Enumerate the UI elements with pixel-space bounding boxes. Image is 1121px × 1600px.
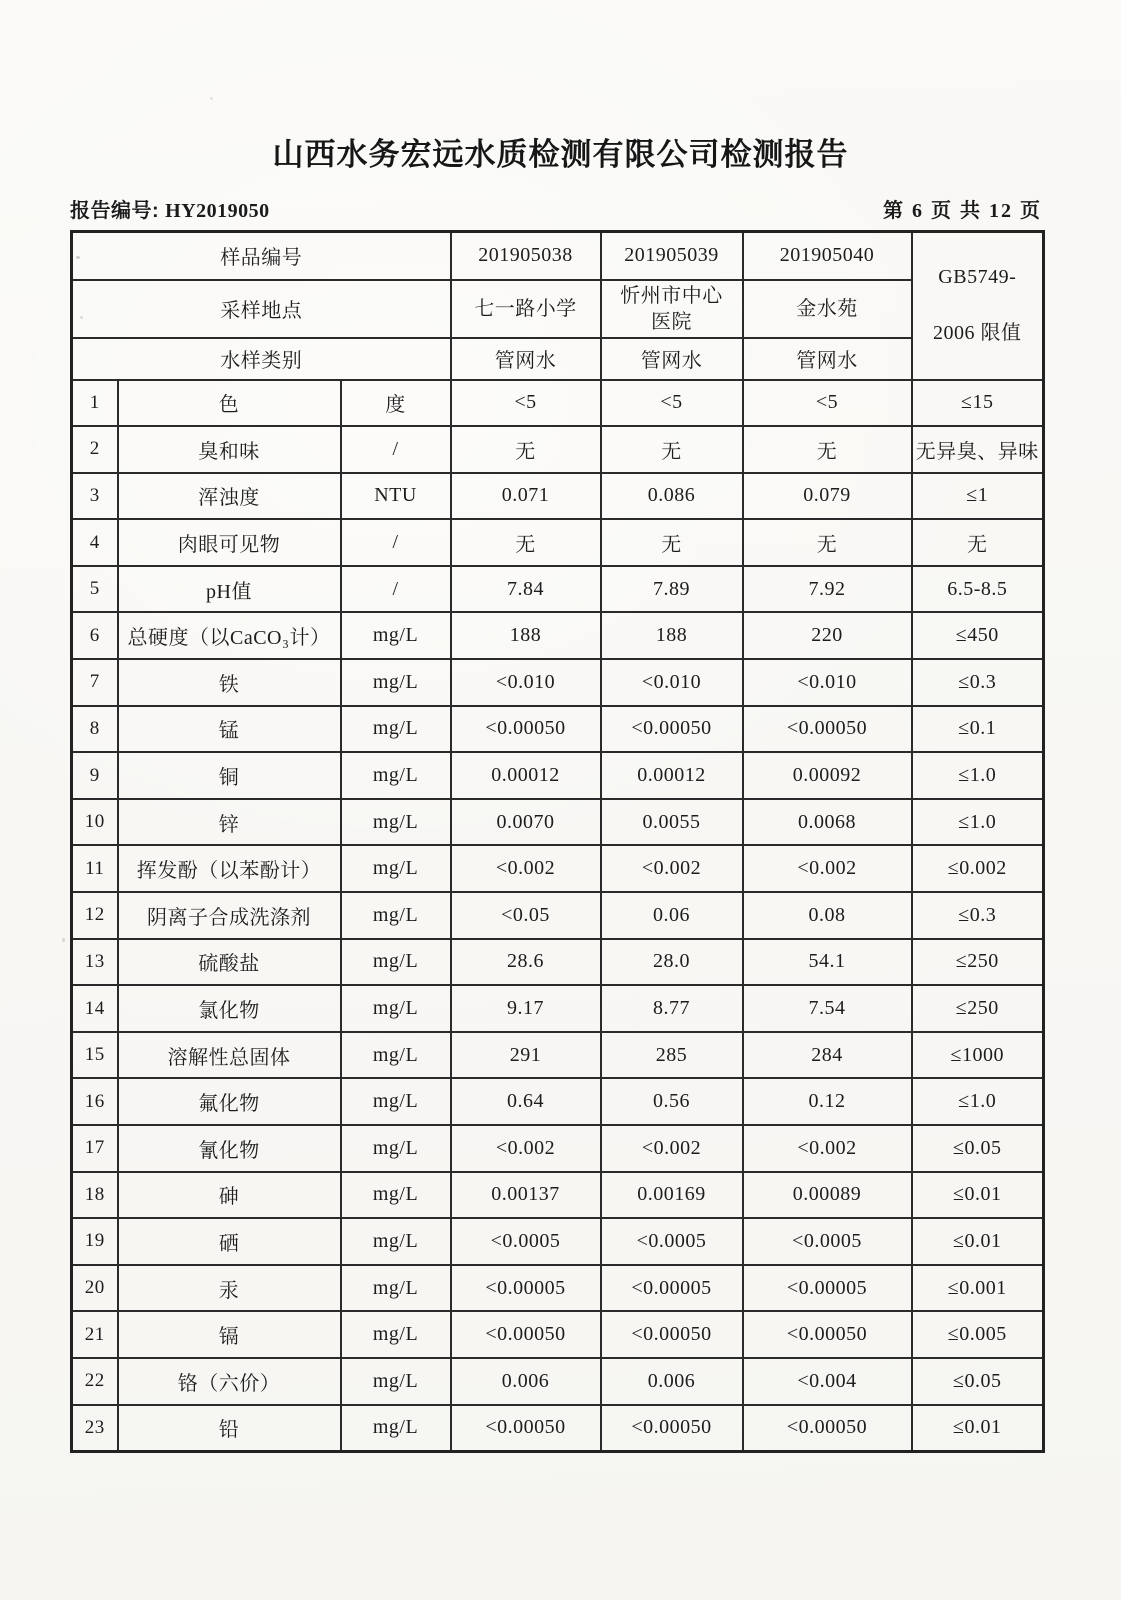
table-row bbox=[72, 1218, 1044, 1265]
page-indicator: 第 6 页 共 12 页 bbox=[883, 200, 1042, 222]
limit-cell: ≤0.3 bbox=[912, 659, 1044, 706]
limit-cell: ≤15 bbox=[912, 380, 1044, 427]
unit-cell: mg/L bbox=[341, 1125, 451, 1172]
value-cell: 无 bbox=[743, 426, 912, 473]
value-cell: 0.0068 bbox=[743, 799, 912, 846]
limit-cell: ≤1000 bbox=[912, 1032, 1044, 1079]
unit-cell: mg/L bbox=[341, 985, 451, 1032]
value-cell: <0.00050 bbox=[601, 1405, 743, 1452]
table-row bbox=[72, 380, 1044, 427]
limit-cell: ≤1.0 bbox=[912, 799, 1044, 846]
unit-cell: mg/L bbox=[341, 1078, 451, 1125]
value-cell: <0.00005 bbox=[451, 1265, 601, 1312]
unit-cell: mg/L bbox=[341, 1311, 451, 1358]
limit-cell: ≤250 bbox=[912, 985, 1044, 1032]
value-cell: <0.0005 bbox=[601, 1218, 743, 1265]
analyte-name-cell: 色 bbox=[118, 380, 341, 427]
row-number-cell: 11 bbox=[72, 845, 118, 892]
row-number-cell: 16 bbox=[72, 1078, 118, 1125]
value-cell: 无 bbox=[743, 519, 912, 566]
limit-cell: ≤0.05 bbox=[912, 1125, 1044, 1172]
unit-cell: / bbox=[341, 566, 451, 613]
row-number-cell: 2 bbox=[72, 426, 118, 473]
value-cell: <0.00005 bbox=[601, 1265, 743, 1312]
row-number-cell: 21 bbox=[72, 1311, 118, 1358]
analyte-name-cell: 溶解性总固体 bbox=[118, 1032, 341, 1079]
limit-cell: ≤0.3 bbox=[912, 892, 1044, 939]
table-row bbox=[72, 1032, 1044, 1079]
analyte-name-cell: 氯化物 bbox=[118, 985, 341, 1032]
row-number-cell: 18 bbox=[72, 1172, 118, 1219]
table-row bbox=[72, 566, 1044, 613]
value-cell: <0.002 bbox=[743, 1125, 912, 1172]
analyte-name-cell: 铅 bbox=[118, 1405, 341, 1452]
analyte-name-cell: 镉 bbox=[118, 1311, 341, 1358]
unit-cell: mg/L bbox=[341, 1172, 451, 1219]
row-number-cell: 20 bbox=[72, 1265, 118, 1312]
report-number bbox=[70, 194, 270, 223]
value-cell: <0.0005 bbox=[451, 1218, 601, 1265]
analyte-name-cell: 氰化物 bbox=[118, 1125, 341, 1172]
value-cell: 0.08 bbox=[743, 892, 912, 939]
row-number-cell: 22 bbox=[72, 1358, 118, 1405]
value-cell: <0.010 bbox=[601, 659, 743, 706]
value-cell: 8.77 bbox=[601, 985, 743, 1032]
value-cell: 285 bbox=[601, 1032, 743, 1079]
report-meta-row bbox=[70, 194, 1042, 223]
row-number-cell: 19 bbox=[72, 1218, 118, 1265]
value-cell: 7.89 bbox=[601, 566, 743, 613]
value-cell: 0.00012 bbox=[601, 752, 743, 799]
analyte-name-cell: 氟化物 bbox=[118, 1078, 341, 1125]
analyte-name-cell: 锌 bbox=[118, 799, 341, 846]
sample-number-label: 样品编号 bbox=[72, 232, 451, 280]
value-cell: <0.05 bbox=[451, 892, 601, 939]
analyte-name-cell: 硒 bbox=[118, 1218, 341, 1265]
report-number-value: HY2019050 bbox=[165, 200, 270, 222]
row-number-cell: 23 bbox=[72, 1405, 118, 1452]
unit-cell: mg/L bbox=[341, 1218, 451, 1265]
limit-cell: ≤0.01 bbox=[912, 1172, 1044, 1219]
value-cell: 7.54 bbox=[743, 985, 912, 1032]
row-number-cell: 12 bbox=[72, 892, 118, 939]
value-cell: <0.010 bbox=[451, 659, 601, 706]
analyte-name-cell: 臭和味 bbox=[118, 426, 341, 473]
analyte-name-cell: 肉眼可见物 bbox=[118, 519, 341, 566]
standard-limit-text bbox=[913, 266, 1043, 345]
analyte-name-cell: 浑浊度 bbox=[118, 473, 341, 520]
value-cell: <5 bbox=[601, 380, 743, 427]
table-row bbox=[72, 845, 1044, 892]
report-number-label: 报告编号: bbox=[70, 200, 160, 222]
header-row-sampling-site bbox=[72, 280, 1044, 338]
value-cell: <0.00050 bbox=[743, 1405, 912, 1452]
sample-id: 201905040 bbox=[743, 232, 912, 280]
header-row-sample-number bbox=[72, 232, 1044, 280]
row-number-cell: 17 bbox=[72, 1125, 118, 1172]
unit-cell: mg/L bbox=[341, 845, 451, 892]
table-row bbox=[72, 799, 1044, 846]
standard-limit-line1: GB5749- bbox=[938, 266, 1017, 289]
table-row bbox=[72, 1172, 1044, 1219]
limit-cell: ≤0.01 bbox=[912, 1218, 1044, 1265]
value-cell: <0.00050 bbox=[601, 706, 743, 753]
table-row bbox=[72, 612, 1044, 659]
analyte-name-cell: 汞 bbox=[118, 1265, 341, 1312]
limit-cell: ≤1 bbox=[912, 473, 1044, 520]
row-number-cell: 4 bbox=[72, 519, 118, 566]
analyte-name-cell: 总硬度（以CaCO₃计） bbox=[118, 612, 341, 659]
value-cell: <0.00050 bbox=[451, 706, 601, 753]
row-number-cell: 5 bbox=[72, 566, 118, 613]
row-number-cell: 9 bbox=[72, 752, 118, 799]
limit-cell: ≤0.001 bbox=[912, 1265, 1044, 1312]
value-cell: 0.00169 bbox=[601, 1172, 743, 1219]
table-row bbox=[72, 426, 1044, 473]
analyte-name-cell: 铁 bbox=[118, 659, 341, 706]
value-cell: 0.64 bbox=[451, 1078, 601, 1125]
header-row-water-type bbox=[72, 338, 1044, 380]
unit-cell: mg/L bbox=[341, 892, 451, 939]
analyte-name-cell: 砷 bbox=[118, 1172, 341, 1219]
value-cell: <5 bbox=[743, 380, 912, 427]
limit-cell: ≤250 bbox=[912, 939, 1044, 986]
table-row bbox=[72, 706, 1044, 753]
value-cell: 188 bbox=[601, 612, 743, 659]
value-cell: 28.6 bbox=[451, 939, 601, 986]
table-row bbox=[72, 519, 1044, 566]
unit-cell: / bbox=[341, 426, 451, 473]
limit-cell: ≤1.0 bbox=[912, 752, 1044, 799]
value-cell: 9.17 bbox=[451, 985, 601, 1032]
value-cell: 0.56 bbox=[601, 1078, 743, 1125]
value-cell: <0.00050 bbox=[601, 1311, 743, 1358]
unit-cell: mg/L bbox=[341, 939, 451, 986]
value-cell: 0.086 bbox=[601, 473, 743, 520]
value-cell: 284 bbox=[743, 1032, 912, 1079]
value-cell: <0.002 bbox=[743, 845, 912, 892]
limit-cell: 无 bbox=[912, 519, 1044, 566]
table-row bbox=[72, 1078, 1044, 1125]
value-cell: <0.002 bbox=[451, 1125, 601, 1172]
analyte-name-cell: 铬（六价） bbox=[118, 1358, 341, 1405]
value-cell: 0.12 bbox=[743, 1078, 912, 1125]
limit-cell: ≤0.005 bbox=[912, 1311, 1044, 1358]
analyte-name-cell: 锰 bbox=[118, 706, 341, 753]
row-number-cell: 14 bbox=[72, 985, 118, 1032]
value-cell: <0.002 bbox=[451, 845, 601, 892]
table-row bbox=[72, 892, 1044, 939]
value-cell: 28.0 bbox=[601, 939, 743, 986]
value-cell: <0.010 bbox=[743, 659, 912, 706]
value-cell: 188 bbox=[451, 612, 601, 659]
unit-cell: mg/L bbox=[341, 752, 451, 799]
value-cell: <0.00005 bbox=[743, 1265, 912, 1312]
value-cell: 0.00092 bbox=[743, 752, 912, 799]
table-row bbox=[72, 1125, 1044, 1172]
row-number-cell: 3 bbox=[72, 473, 118, 520]
analyte-name-cell: 铜 bbox=[118, 752, 341, 799]
sampling-site: 七一路小学 bbox=[451, 280, 601, 338]
table-row bbox=[72, 1358, 1044, 1405]
water-quality-results-table bbox=[70, 230, 1045, 1453]
value-cell: 0.0055 bbox=[601, 799, 743, 846]
value-cell: <0.002 bbox=[601, 845, 743, 892]
table-row bbox=[72, 659, 1044, 706]
limit-cell: ≤0.05 bbox=[912, 1358, 1044, 1405]
row-number-cell: 7 bbox=[72, 659, 118, 706]
value-cell: 无 bbox=[451, 426, 601, 473]
value-cell: 0.00137 bbox=[451, 1172, 601, 1219]
value-cell: 0.006 bbox=[601, 1358, 743, 1405]
value-cell: <5 bbox=[451, 380, 601, 427]
value-cell: 无 bbox=[601, 519, 743, 566]
unit-cell: NTU bbox=[341, 473, 451, 520]
row-number-cell: 8 bbox=[72, 706, 118, 753]
value-cell: 0.006 bbox=[451, 1358, 601, 1405]
unit-cell: mg/L bbox=[341, 799, 451, 846]
limit-cell: ≤1.0 bbox=[912, 1078, 1044, 1125]
table-row bbox=[72, 939, 1044, 986]
value-cell: <0.0005 bbox=[743, 1218, 912, 1265]
sampling-site: 忻州市中心医院 bbox=[601, 280, 743, 338]
value-cell: 0.079 bbox=[743, 473, 912, 520]
analyte-name-cell: 挥发酚（以苯酚计） bbox=[118, 845, 341, 892]
water-type: 管网水 bbox=[451, 338, 601, 380]
table-row bbox=[72, 1265, 1044, 1312]
row-number-cell: 15 bbox=[72, 1032, 118, 1079]
value-cell: 54.1 bbox=[743, 939, 912, 986]
sample-id: 201905039 bbox=[601, 232, 743, 280]
value-cell: 0.071 bbox=[451, 473, 601, 520]
scan-speck bbox=[62, 938, 65, 942]
unit-cell: 度 bbox=[341, 380, 451, 427]
sampling-site-label: 采样地点 bbox=[72, 280, 451, 338]
value-cell: 220 bbox=[743, 612, 912, 659]
unit-cell: mg/L bbox=[341, 1032, 451, 1079]
row-number-cell: 13 bbox=[72, 939, 118, 986]
sampling-site: 金水苑 bbox=[743, 280, 912, 338]
table-row bbox=[72, 1405, 1044, 1452]
table-row bbox=[72, 985, 1044, 1032]
standard-limit-header bbox=[912, 232, 1044, 380]
value-cell: 0.0070 bbox=[451, 799, 601, 846]
water-type-label: 水样类别 bbox=[72, 338, 451, 380]
standard-limit-line2: 2006 限值 bbox=[933, 322, 1022, 345]
value-cell: <0.00050 bbox=[743, 1311, 912, 1358]
unit-cell: mg/L bbox=[341, 1265, 451, 1312]
value-cell: 0.00012 bbox=[451, 752, 601, 799]
table-row bbox=[72, 473, 1044, 520]
value-cell: 0.00089 bbox=[743, 1172, 912, 1219]
value-cell: 无 bbox=[451, 519, 601, 566]
row-number-cell: 6 bbox=[72, 612, 118, 659]
unit-cell: mg/L bbox=[341, 659, 451, 706]
water-type: 管网水 bbox=[601, 338, 743, 380]
unit-cell: mg/L bbox=[341, 1358, 451, 1405]
unit-cell: mg/L bbox=[341, 1405, 451, 1452]
limit-cell: ≤0.1 bbox=[912, 706, 1044, 753]
value-cell: <0.004 bbox=[743, 1358, 912, 1405]
sample-id: 201905038 bbox=[451, 232, 601, 280]
unit-cell: mg/L bbox=[341, 612, 451, 659]
value-cell: 无 bbox=[601, 426, 743, 473]
table-row bbox=[72, 752, 1044, 799]
water-type: 管网水 bbox=[743, 338, 912, 380]
row-number-cell: 10 bbox=[72, 799, 118, 846]
value-cell: <0.00050 bbox=[743, 706, 912, 753]
limit-cell: ≤0.002 bbox=[912, 845, 1044, 892]
analyte-name-cell: pH值 bbox=[118, 566, 341, 613]
value-cell: <0.00050 bbox=[451, 1311, 601, 1358]
value-cell: 291 bbox=[451, 1032, 601, 1079]
analyte-name-cell: 硫酸盐 bbox=[118, 939, 341, 986]
value-cell: 7.84 bbox=[451, 566, 601, 613]
limit-cell: 6.5-8.5 bbox=[912, 566, 1044, 613]
value-cell: <0.002 bbox=[601, 1125, 743, 1172]
value-cell: <0.00050 bbox=[451, 1405, 601, 1452]
scan-speck bbox=[210, 97, 213, 100]
limit-cell: 无异臭、异味 bbox=[912, 426, 1044, 473]
row-number-cell: 1 bbox=[72, 380, 118, 427]
table-row bbox=[72, 1311, 1044, 1358]
value-cell: 7.92 bbox=[743, 566, 912, 613]
unit-cell: mg/L bbox=[341, 706, 451, 753]
unit-cell: / bbox=[341, 519, 451, 566]
limit-cell: ≤450 bbox=[912, 612, 1044, 659]
analyte-name-cell: 阴离子合成洗涤剂 bbox=[118, 892, 341, 939]
report-title: 山西水务宏远水质检测有限公司检测报告 bbox=[272, 137, 849, 172]
limit-cell: ≤0.01 bbox=[912, 1405, 1044, 1452]
value-cell: 0.06 bbox=[601, 892, 743, 939]
